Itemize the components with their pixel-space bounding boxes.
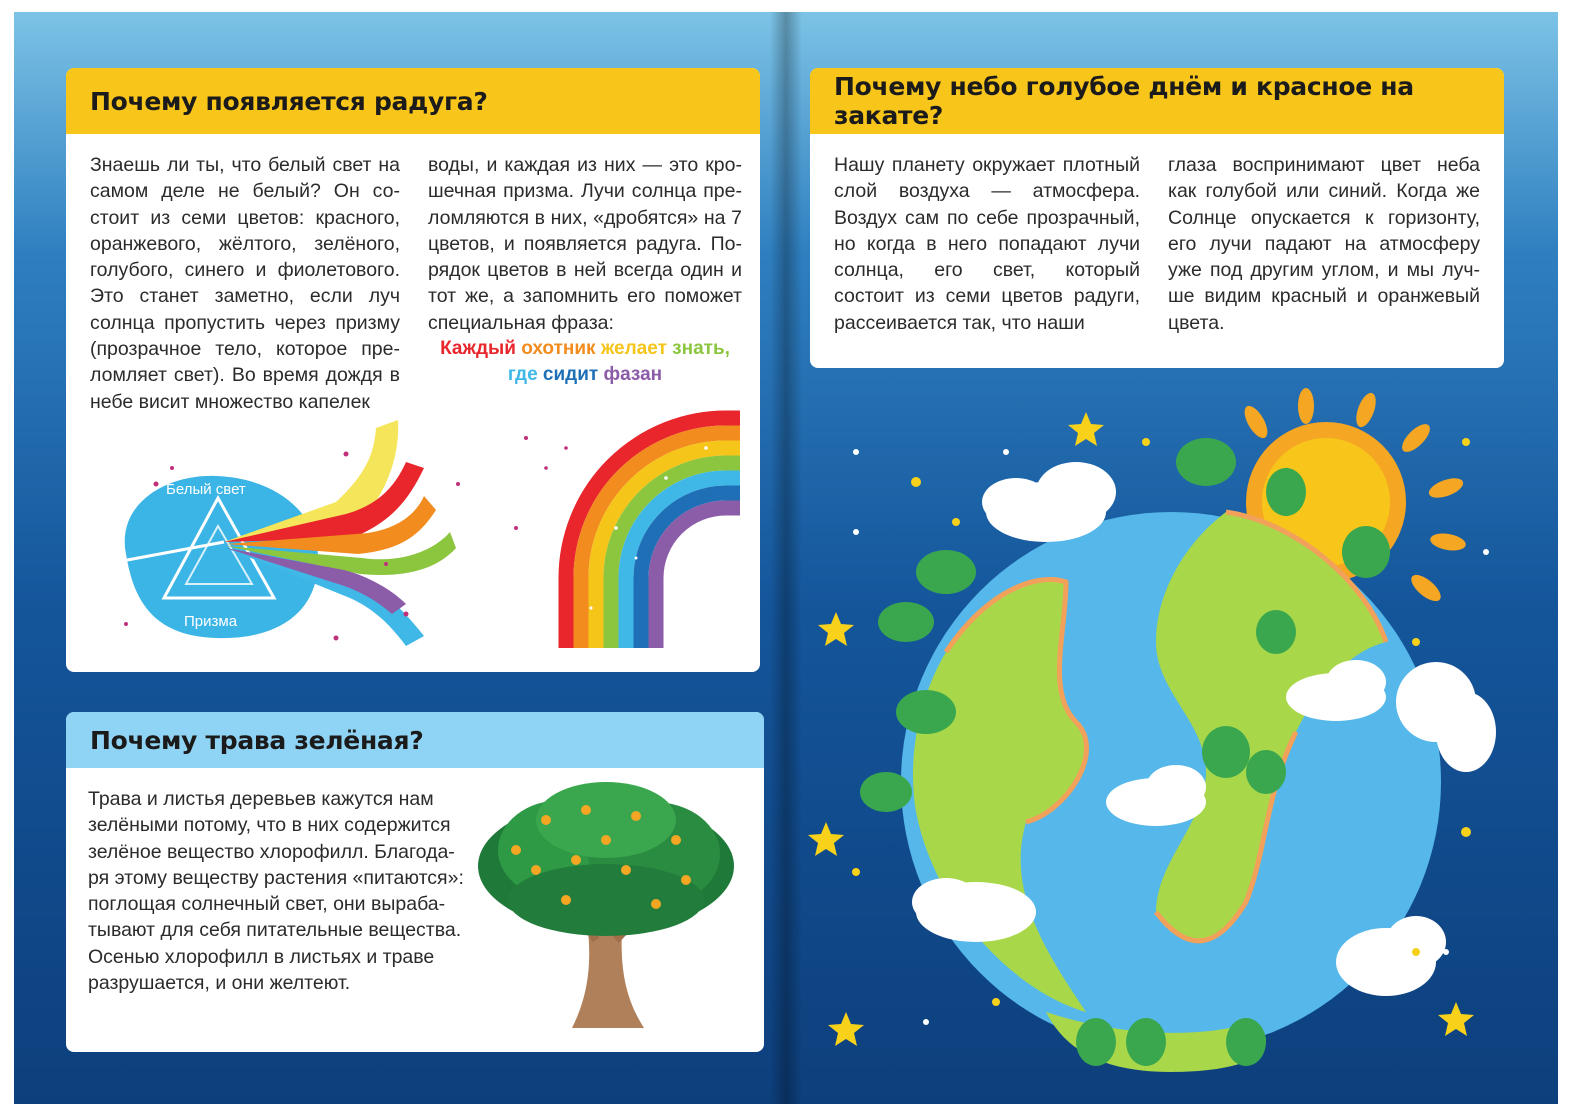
sky-text-col2: глаза воспринимают цвет неба как голубой или синий. Когда же Солнце опускается к горизонту, его лучи падают на атмосферу уже под другим углом, и мы лучше видим красный и оранжевый цвета. (1168, 154, 1480, 334)
grass-card-title: Почему трава зелёная? (66, 712, 764, 768)
orange-tree-illustration (476, 780, 738, 1032)
prism-label-prism: Призма (184, 613, 238, 630)
rainbow-card (66, 68, 760, 672)
rainbow-mnemonic-phrase (422, 336, 748, 388)
phrase-word-2: охотник (521, 338, 596, 359)
right-page (786, 12, 1558, 1104)
prism-illustration (106, 414, 466, 654)
rainbow-card-title: Почему появляется радуга? (66, 68, 760, 134)
phrase-word-5: где (507, 364, 538, 385)
grass-text: Трава и листья деревьев кажутся нам зелёными потому, что в них содержится зелёное вещество хлорофилл. Благодаря этому веществу растения «питаются»: поглощая солнечный свет, они вырабатывают для себя питательные вещества. Осенью хлорофилл в листьях и траве разрушается, и они желтеют. (88, 788, 464, 995)
earth-globe-illustration (826, 392, 1516, 1092)
phrase-word-4: знать, (672, 338, 730, 359)
phrase-word-1: Каждый (440, 338, 516, 359)
sky-text-col1: Нашу планету окружает плотный слой воздуха — атмосфера. Воздух сам по себе прозрачный, но когда в него попадают лучи солнца, его свет, который состоит из семи цветов радуги, рассеивается так, что наши (834, 154, 1140, 334)
book-spine-shadow (770, 12, 802, 1104)
phrase-word-3: желает (600, 338, 667, 359)
phrase-word-6: сидит (542, 364, 599, 385)
rainbow-text-col1: Знаешь ли ты, что белый свет на самом деле не белый? Он состоит из семи цветов: красного, оранжевого, жёлтого, зелёного, голубого, синего и фиолетового. Это станет заметно, если луч солнца пропустить через призму (прозрачное тело, которое преломляет свет). Во время дождя в небе висит множество капелек (90, 154, 400, 413)
sky-card-title: Почему небо голубое днём и красное на закате? (810, 68, 1504, 134)
sky-card (810, 68, 1504, 368)
phrase-word-7: фазан (603, 364, 663, 385)
grass-card (66, 712, 764, 1052)
rainbow-illustration (556, 408, 742, 648)
prism-label-white: Белый свет (166, 481, 246, 498)
rainbow-text-col2: воды, и каждая из них — это крошечная призма. Лучи солнца преломляются в них, «дробятся» на 7 цветов, и появляется радуга. Порядок цветов в ней всегда один и тот же, а запомнить его поможет специальная фраза: (428, 154, 742, 334)
left-page (14, 12, 786, 1104)
